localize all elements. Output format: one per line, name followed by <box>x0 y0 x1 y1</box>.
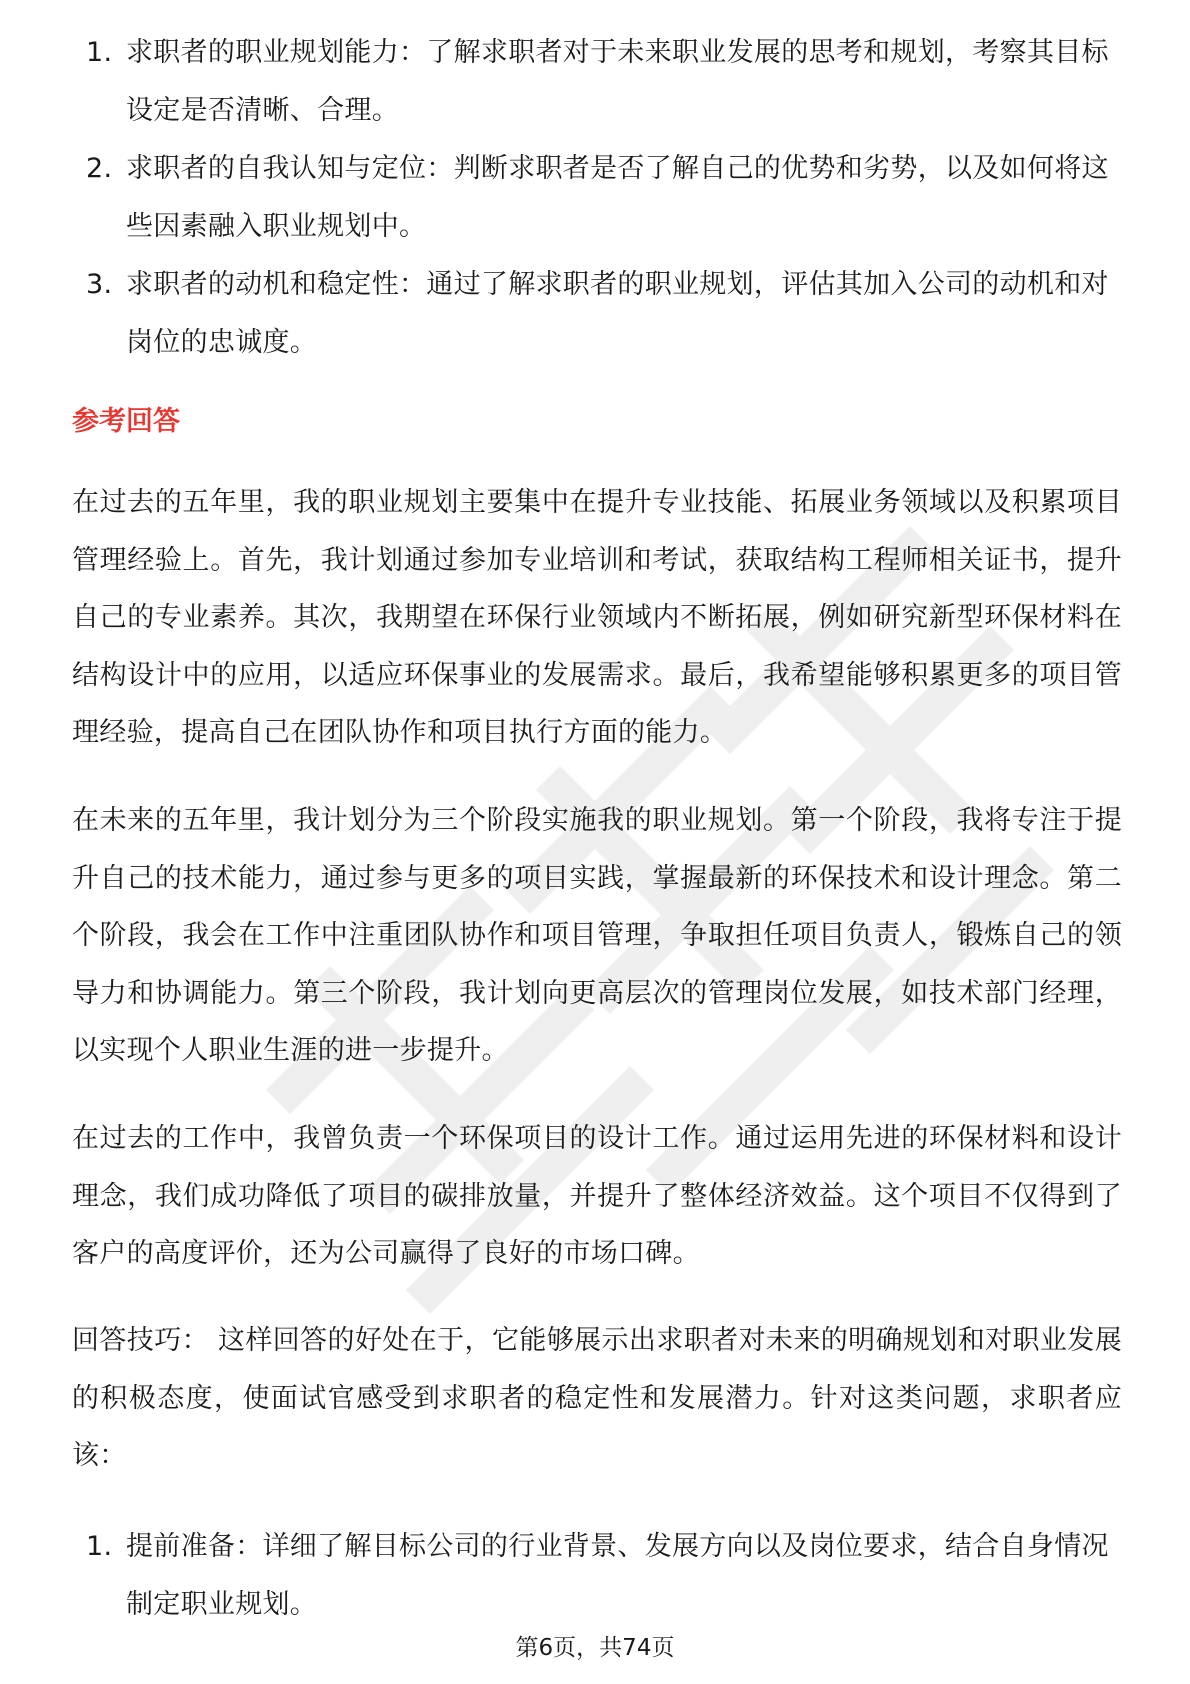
list-number: 1. <box>86 37 113 68</box>
section-heading: 参考回答 <box>72 406 180 437</box>
list-number: 2. <box>86 153 113 184</box>
list-item <box>72 140 1122 256</box>
list-item-text: 求职者的动机和稳定性：通过了解求职者的职业规划，评估其加入公司的动机和对岗位的忠诚度。 <box>126 269 1109 358</box>
answer-paragraph-2: 在未来的五年里，我计划分为三个阶段实施我的职业规划。第一个阶段，我将专注于提升自己的技术能力，通过参与更多的项目实践，掌握最新的环保技术和设计理念。第二个阶段，我会在工作中注重团队协作和项目管理，争取担任项目负责人，锻炼自己的领导力和协调能力。第三个阶段，我计划向更高层次的管理岗位发展，如技术部门经理，以实现个人职业生涯的进一步提升。 <box>72 805 1122 1067</box>
answer-paragraph-1: 在过去的五年里，我的职业规划主要集中在提升专业技能、拓展业务领域以及积累项目管理经验上。首先，我计划通过参加专业培训和考试，获取结构工程师相关证书，提升自己的专业素养。其次，我期望在环保行业领域内不断拓展，例如研究新型环保材料在结构设计中的应用，以适应环保事业的发展需求。最后，我希望能够积累更多的项目管理经验，提高自己在团队协作和项目执行方面的能力。 <box>72 487 1122 749</box>
top-numbered-list <box>72 30 1122 372</box>
list-item-text: 提前准备：详细了解目标公司的行业背景、发展方向以及岗位要求，结合自身情况制定职业规划。 <box>126 1531 1109 1620</box>
list-item <box>72 256 1122 372</box>
list-item <box>72 1518 1122 1634</box>
list-item <box>72 24 1122 140</box>
list-item-text: 求职者的自我认知与定位：判断求职者是否了解自己的优势和劣势，以及如何将这些因素融入职业规划中。 <box>126 153 1109 242</box>
list-number: 3. <box>86 269 113 300</box>
list-item-text: 求职者的职业规划能力：了解求职者对于未来职业发展的思考和规划，考察其目标设定是否清晰、合理。 <box>126 37 1109 126</box>
list-number: 1. <box>86 1531 113 1562</box>
page-footer: 第6页，共74页 <box>515 1635 675 1661</box>
answer-paragraph-3: 在过去的工作中，我曾负责一个环保项目的设计工作。通过运用先进的环保材料和设计理念，我们成功降低了项目的碳排放量，并提升了整体经济效益。这个项目不仅得到了客户的高度评价，还为公司赢得了良好的市场口碑。 <box>72 1123 1122 1270</box>
bottom-numbered-list <box>72 1518 1122 1634</box>
tips-paragraph: 回答技巧： 这样回答的好处在于，它能够展示出求职者对未来的明确规划和对职业发展的积极态度，使面试官感受到求职者的稳定性和发展潜力。针对这类问题，求职者应该： <box>72 1325 1122 1472</box>
